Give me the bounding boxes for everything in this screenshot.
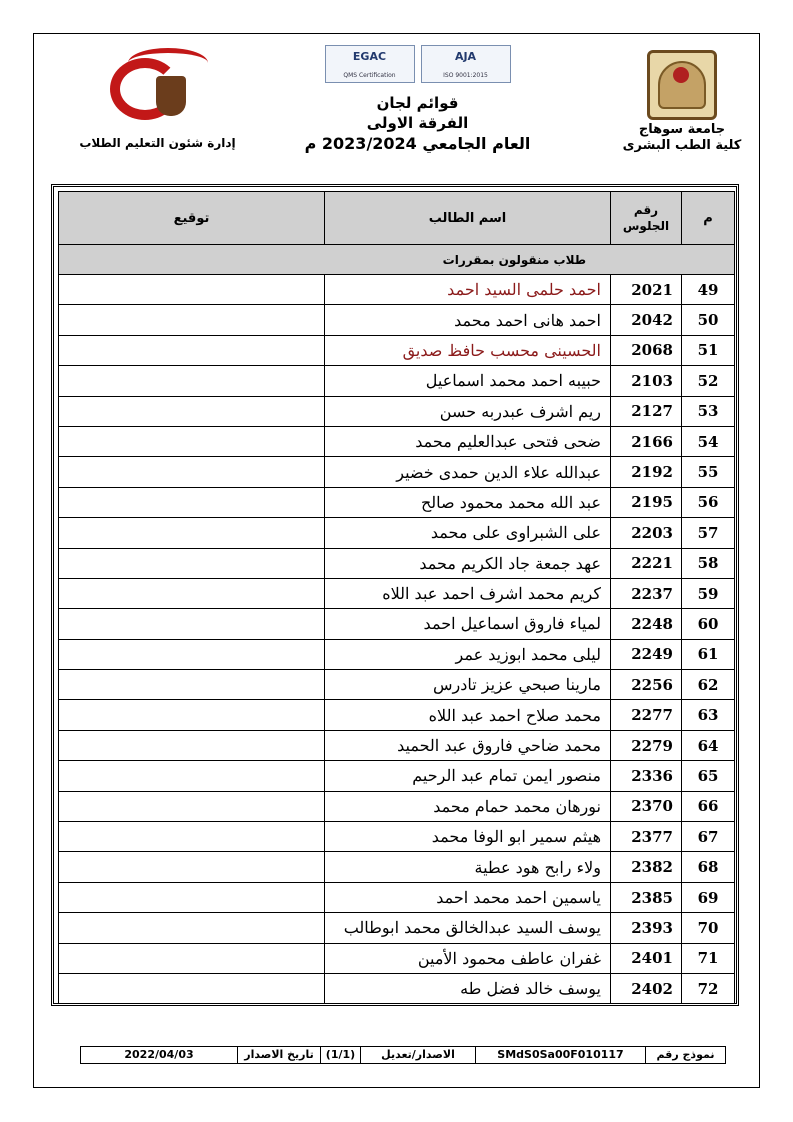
department-name: إدارة شئون التعليم الطلاب bbox=[79, 136, 236, 150]
footer-date-label: تاريخ الاصدار bbox=[237, 1047, 320, 1063]
table-row bbox=[59, 791, 735, 821]
student-name: عبدالله علاء الدين حمدى خضير bbox=[325, 457, 611, 487]
table-row bbox=[59, 639, 735, 669]
faculty-logo bbox=[98, 48, 218, 128]
seat-number: 2277 bbox=[611, 700, 682, 730]
table-row bbox=[59, 609, 735, 639]
student-name: يوسف السيد عبدالخالق محمد ابوطالب bbox=[325, 913, 611, 943]
row-number: 56 bbox=[682, 487, 735, 517]
signature-cell bbox=[59, 305, 325, 335]
table-row bbox=[59, 305, 735, 335]
signature-cell bbox=[59, 396, 325, 426]
signature-cell bbox=[59, 791, 325, 821]
signature-cell bbox=[59, 670, 325, 700]
table-header-row bbox=[59, 192, 735, 245]
row-number: 50 bbox=[682, 305, 735, 335]
student-name: ريم اشرف عبدربه حسن bbox=[325, 396, 611, 426]
student-name: نورهان محمد حمام محمد bbox=[325, 791, 611, 821]
table-row bbox=[59, 578, 735, 608]
row-number: 53 bbox=[682, 396, 735, 426]
row-number: 71 bbox=[682, 943, 735, 973]
signature-cell bbox=[59, 913, 325, 943]
table-row bbox=[59, 852, 735, 882]
table-row bbox=[59, 700, 735, 730]
row-number: 51 bbox=[682, 335, 735, 365]
footer-model-label: نموذج رقم bbox=[645, 1047, 725, 1063]
seat-number: 2221 bbox=[611, 548, 682, 578]
title-committee-lists: قوائم لجان bbox=[376, 94, 459, 112]
student-name: ضحى فتحى عبدالعليم محمد bbox=[325, 426, 611, 456]
seat-number: 2279 bbox=[611, 730, 682, 760]
students-table bbox=[58, 191, 735, 1004]
seat-number: 2385 bbox=[611, 882, 682, 912]
col-header-signature: توقيع bbox=[59, 192, 325, 245]
seat-number: 2166 bbox=[611, 426, 682, 456]
row-number: 55 bbox=[682, 457, 735, 487]
university-name: جامعة سوهاج bbox=[638, 122, 726, 137]
table-row bbox=[59, 518, 735, 548]
row-number: 67 bbox=[682, 822, 735, 852]
row-number: 68 bbox=[682, 852, 735, 882]
seat-number: 2401 bbox=[611, 943, 682, 973]
university-header bbox=[612, 50, 752, 154]
student-name: على الشبراوى على محمد bbox=[325, 518, 611, 548]
faculty-name: كلية الطب البشرى bbox=[622, 138, 742, 153]
row-number: 66 bbox=[682, 791, 735, 821]
row-number: 69 bbox=[682, 882, 735, 912]
signature-cell bbox=[59, 700, 325, 730]
students-table-frame bbox=[51, 184, 739, 1006]
department-header bbox=[70, 48, 245, 150]
seat-number: 2402 bbox=[611, 973, 682, 1003]
student-name: هيثم سمير ابو الوفا محمد bbox=[325, 822, 611, 852]
signature-cell bbox=[59, 426, 325, 456]
group-row bbox=[59, 245, 735, 275]
row-number: 63 bbox=[682, 700, 735, 730]
row-number: 59 bbox=[682, 578, 735, 608]
table-row bbox=[59, 366, 735, 396]
signature-cell bbox=[59, 578, 325, 608]
student-name: لمياء فاروق اسماعيل احمد bbox=[325, 609, 611, 639]
signature-cell bbox=[59, 639, 325, 669]
student-name: محمد ضاحي فاروق عبد الحميد bbox=[325, 730, 611, 760]
seat-number: 2336 bbox=[611, 761, 682, 791]
seat-number: 2256 bbox=[611, 670, 682, 700]
seat-number: 2021 bbox=[611, 275, 682, 305]
seat-number: 2203 bbox=[611, 518, 682, 548]
signature-cell bbox=[59, 822, 325, 852]
signature-cell bbox=[59, 852, 325, 882]
seat-number: 2382 bbox=[611, 852, 682, 882]
footer-date-value: 2022/04/03 bbox=[124, 1048, 194, 1061]
table-row bbox=[59, 335, 735, 365]
signature-cell bbox=[59, 882, 325, 912]
signature-cell bbox=[59, 275, 325, 305]
row-number: 64 bbox=[682, 730, 735, 760]
table-row bbox=[59, 730, 735, 760]
student-name: احمد هانى احمد محمد bbox=[325, 305, 611, 335]
aja-cert-logo: AJA ISO 9001:2015 bbox=[421, 45, 511, 83]
table-row bbox=[59, 487, 735, 517]
seat-number: 2248 bbox=[611, 609, 682, 639]
seat-number: 2192 bbox=[611, 457, 682, 487]
seat-number: 2370 bbox=[611, 791, 682, 821]
seat-number: 2237 bbox=[611, 578, 682, 608]
signature-cell bbox=[59, 518, 325, 548]
table-row bbox=[59, 822, 735, 852]
row-number: 60 bbox=[682, 609, 735, 639]
signature-cell bbox=[59, 730, 325, 760]
table-row bbox=[59, 548, 735, 578]
signature-cell bbox=[59, 457, 325, 487]
table-row bbox=[59, 396, 735, 426]
seat-number: 2127 bbox=[611, 396, 682, 426]
university-seal-logo bbox=[647, 50, 717, 120]
table-row bbox=[59, 943, 735, 973]
seat-number: 2393 bbox=[611, 913, 682, 943]
table-row bbox=[59, 457, 735, 487]
col-header-number: م bbox=[682, 192, 735, 245]
footer-issue-value: (1/1) bbox=[320, 1047, 360, 1063]
signature-cell bbox=[59, 609, 325, 639]
student-name: احمد حلمى السيد احمد bbox=[325, 275, 611, 305]
footer-model-number: SMdS0Sa00F010117 bbox=[475, 1047, 645, 1063]
table-row bbox=[59, 426, 735, 456]
title-academic-year: العام الجامعي 2023/2024 م bbox=[304, 134, 531, 153]
egac-cert-logo: EGAC QMS Certification bbox=[325, 45, 415, 83]
student-name: مارينا صبحي عزيز تادرس bbox=[325, 670, 611, 700]
seat-number: 2195 bbox=[611, 487, 682, 517]
signature-cell bbox=[59, 761, 325, 791]
row-number: 61 bbox=[682, 639, 735, 669]
row-number: 52 bbox=[682, 366, 735, 396]
table-row bbox=[59, 275, 735, 305]
row-number: 62 bbox=[682, 670, 735, 700]
student-name: ياسمين احمد محمد احمد bbox=[325, 882, 611, 912]
document-title-block bbox=[300, 45, 535, 155]
col-header-seat-number: رقم الجلوس bbox=[611, 192, 682, 245]
seat-number: 2068 bbox=[611, 335, 682, 365]
signature-cell bbox=[59, 335, 325, 365]
table-row bbox=[59, 913, 735, 943]
row-number: 54 bbox=[682, 426, 735, 456]
document-footer bbox=[80, 1046, 726, 1064]
row-number: 70 bbox=[682, 913, 735, 943]
row-number: 57 bbox=[682, 518, 735, 548]
seat-number: 2042 bbox=[611, 305, 682, 335]
student-name: ولاء رابح هود عطية bbox=[325, 852, 611, 882]
row-number: 58 bbox=[682, 548, 735, 578]
signature-cell bbox=[59, 487, 325, 517]
row-number: 72 bbox=[682, 973, 735, 1003]
signature-cell bbox=[59, 943, 325, 973]
certification-logos bbox=[300, 45, 535, 85]
student-name: عبد الله محمد محمود صالح bbox=[325, 487, 611, 517]
student-name: ليلى محمد ابوزيد عمر bbox=[325, 639, 611, 669]
student-name: يوسف خالد فضل طه bbox=[325, 973, 611, 1003]
student-name: كريم محمد اشرف احمد عبد اللاه bbox=[325, 578, 611, 608]
row-number: 49 bbox=[682, 275, 735, 305]
student-name: حبيبه احمد محمد اسماعيل bbox=[325, 366, 611, 396]
group-label: طلاب منقولون بمقررات bbox=[59, 245, 735, 275]
col-header-student-name: اسم الطالب bbox=[325, 192, 611, 245]
student-name: محمد صلاح احمد عبد اللاه bbox=[325, 700, 611, 730]
table-row bbox=[59, 670, 735, 700]
student-name: الحسينى محسب حافظ صديق bbox=[325, 335, 611, 365]
signature-cell bbox=[59, 973, 325, 1003]
student-name: منصور ايمن تمام عبد الرحيم bbox=[325, 761, 611, 791]
table-row bbox=[59, 761, 735, 791]
signature-cell bbox=[59, 548, 325, 578]
signature-cell bbox=[59, 366, 325, 396]
row-number: 65 bbox=[682, 761, 735, 791]
table-row bbox=[59, 973, 735, 1003]
seat-number: 2249 bbox=[611, 639, 682, 669]
title-year-level: الفرقة الاولى bbox=[366, 114, 469, 132]
footer-issue-label: الاصدار/تعديل bbox=[360, 1047, 475, 1063]
student-name: عهد جمعة جاد الكريم محمد bbox=[325, 548, 611, 578]
seat-number: 2103 bbox=[611, 366, 682, 396]
student-name: غفران عاطف محمود الأمين bbox=[325, 943, 611, 973]
table-row bbox=[59, 882, 735, 912]
seat-number: 2377 bbox=[611, 822, 682, 852]
